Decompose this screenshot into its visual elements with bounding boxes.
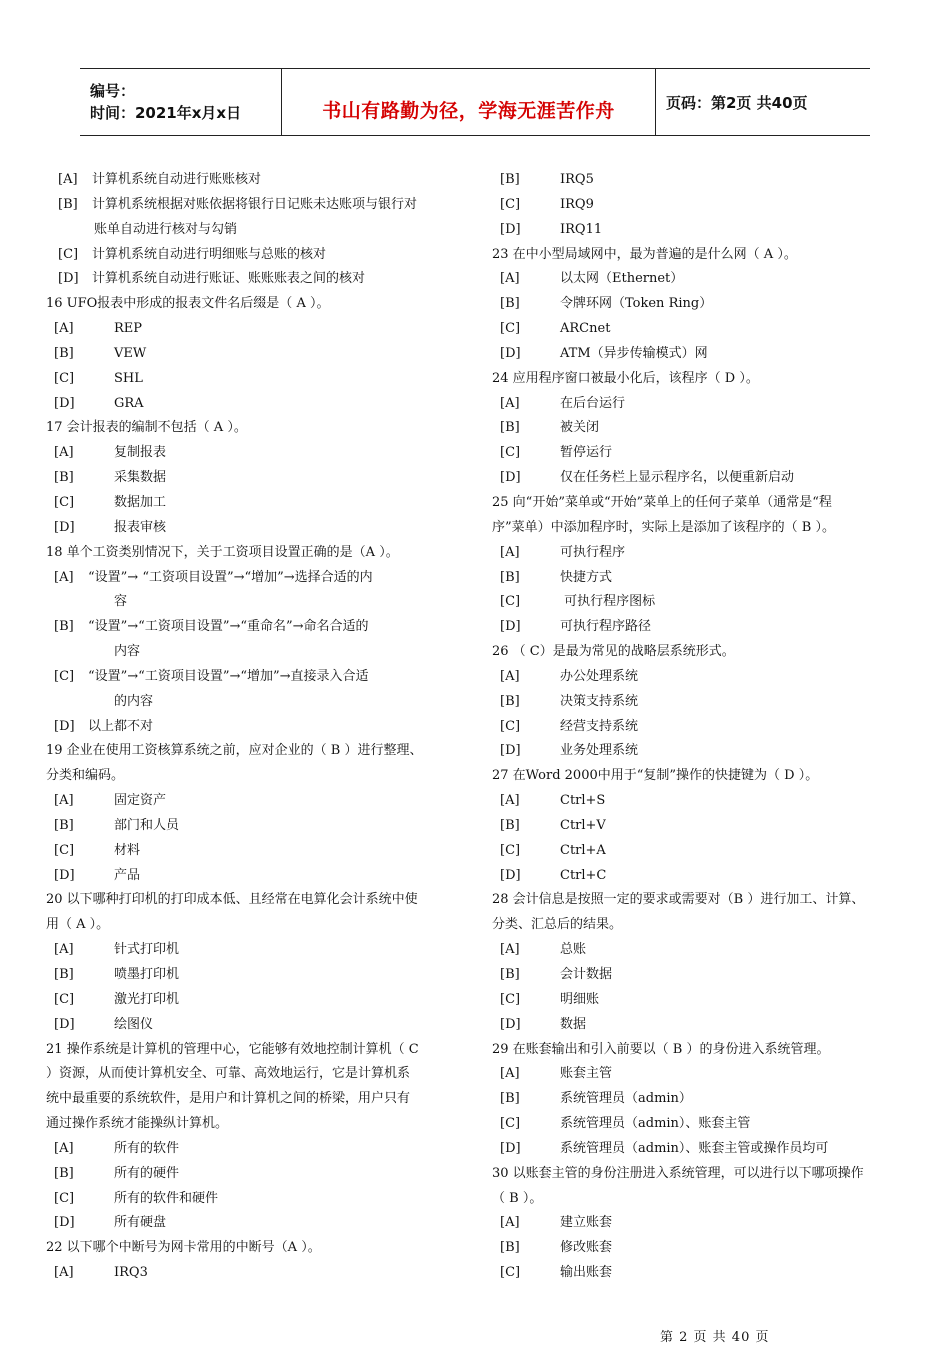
question-line <box>492 367 912 392</box>
option-letter: [B] <box>500 693 520 709</box>
option-letter: [B] <box>54 817 74 833</box>
line-text: Ctrl+C <box>560 867 607 883</box>
option-letter: [B] <box>58 196 78 212</box>
doc-number-label: 编号： <box>90 82 136 100</box>
option-letter: [B] <box>500 1240 520 1256</box>
option-letter: [C] <box>58 246 79 262</box>
line-text: 在后台运行 <box>560 395 626 411</box>
continuation-line <box>46 690 458 715</box>
option-line <box>492 988 912 1013</box>
line-text: Ctrl+V <box>560 817 606 833</box>
option-letter: [D] <box>500 1016 521 1032</box>
line-text: IRQ5 <box>560 172 594 187</box>
line-text: 28 会计信息是按照一定的要求或需要对（B ）进行加工、计算、 <box>492 892 865 908</box>
option-line <box>492 690 912 715</box>
option-line <box>46 1137 458 1162</box>
line-text: 19 企业在使用工资核算系统之前，应对企业的（ B ）进行整理、 <box>46 743 423 759</box>
continuation-line <box>46 590 458 615</box>
question-line <box>46 1236 458 1261</box>
option-letter: [B] <box>500 967 520 982</box>
line-text: 18 单个工资类别情况下，关于工资项目设置正确的是（A ）。 <box>46 544 399 560</box>
option-letter: [D] <box>58 271 79 287</box>
option-line <box>492 441 912 466</box>
option-letter: [B] <box>500 1091 520 1107</box>
line-text: 账套主管 <box>560 1066 613 1082</box>
option-letter: [D] <box>54 395 75 411</box>
option-line <box>46 491 458 516</box>
option-letter: [A] <box>54 321 74 337</box>
line-text: 计算机系统自动进行账证、账账账表之间的核对 <box>92 271 366 287</box>
line-text: 仅在任务栏上显示程序名，以便重新启动 <box>560 470 795 486</box>
line-text: 办公处理系统 <box>560 668 639 684</box>
line-text: IRQ11 <box>560 221 603 237</box>
option-letter: [B] <box>500 420 520 436</box>
line-text: “设置”→“工资项目设置”→“重命名”→命名合适的 <box>88 619 369 635</box>
option-line <box>492 1112 912 1137</box>
line-text: 系统管理员（admin）、账套主管或操作员均可 <box>560 1140 829 1156</box>
option-line <box>46 988 458 1013</box>
option-line <box>492 342 912 367</box>
option-line <box>492 590 912 615</box>
line-text: IRQ9 <box>560 196 594 212</box>
option-letter: [C] <box>500 1265 521 1281</box>
option-line <box>492 168 912 193</box>
line-text: SHL <box>114 370 143 386</box>
option-letter: [D] <box>54 867 75 883</box>
option-letter: [B] <box>54 967 74 982</box>
option-line <box>492 1261 912 1286</box>
line-text: 27 在Word 2000中用于“复制”操作的快捷键为（ D ）。 <box>492 768 819 784</box>
question-line <box>46 739 458 764</box>
option-letter: [C] <box>500 196 521 212</box>
option-line <box>492 466 912 491</box>
option-letter: [C] <box>500 321 521 337</box>
line-text: 采集数据 <box>114 470 167 486</box>
line-text: 系统管理员（admin） <box>560 1091 692 1107</box>
question-line <box>492 516 912 541</box>
question-line <box>492 640 912 665</box>
option-letter: [D] <box>500 1140 521 1156</box>
option-line <box>46 516 458 541</box>
question-line <box>492 1038 912 1063</box>
line-text: 的内容 <box>114 693 154 709</box>
left-column <box>46 168 458 1286</box>
line-text: 22 以下哪个中断号为网卡常用的中断号（A ）。 <box>46 1240 321 1256</box>
line-text: 统中最重要的系统软件，是用户和计算机之间的桥梁，用户只有 <box>46 1091 411 1107</box>
option-letter: [A] <box>500 395 520 411</box>
line-text: 计算机系统自动进行账账核对 <box>92 172 262 187</box>
line-text: 复制报表 <box>114 445 167 461</box>
option-letter: [C] <box>500 594 521 610</box>
option-line <box>492 1137 912 1162</box>
option-line <box>46 938 458 963</box>
line-text: 输出账套 <box>560 1265 613 1281</box>
line-text: 可执行程序 <box>560 544 626 560</box>
option-line <box>492 814 912 839</box>
option-letter: [D] <box>500 743 521 759</box>
option-line <box>492 392 912 417</box>
line-text: 以上都不对 <box>88 718 154 734</box>
option-letter: [B] <box>500 569 520 585</box>
line-text: 材料 <box>114 842 141 858</box>
option-line <box>492 218 912 243</box>
option-letter: [B] <box>54 345 74 361</box>
option-line <box>492 416 912 441</box>
line-text: 用（ A ）。 <box>46 917 110 933</box>
question-line <box>46 292 458 317</box>
option-line <box>492 541 912 566</box>
line-text: 25 向“开始”菜单或“开始”菜单上的任何子菜单（通常是“程 <box>492 494 832 510</box>
option-letter: [A] <box>54 445 74 461</box>
option-letter: [B] <box>500 296 520 312</box>
option-line <box>492 715 912 740</box>
line-text: 计算机系统根据对账依据将银行日记账未达账项与银行对 <box>92 196 418 212</box>
option-line <box>46 789 458 814</box>
question-line <box>46 416 458 441</box>
line-text: 所有的硬件 <box>114 1165 180 1181</box>
line-text: 数据加工 <box>114 494 167 510</box>
option-line <box>492 963 912 988</box>
line-text: 被关闭 <box>560 420 600 436</box>
option-line <box>46 267 458 292</box>
option-line <box>46 1013 458 1038</box>
option-letter: [C] <box>54 494 75 510</box>
option-line <box>492 317 912 342</box>
option-line <box>492 267 912 292</box>
line-text: 数据 <box>560 1016 587 1032</box>
option-line <box>492 1013 912 1038</box>
line-text: 会计数据 <box>560 967 613 982</box>
question-line <box>46 1062 458 1087</box>
line-text: ）资源，从而使计算机安全、可靠、高效地运行，它是计算机系 <box>46 1066 411 1082</box>
option-line <box>492 566 912 591</box>
option-line <box>492 1236 912 1261</box>
option-letter: [D] <box>54 519 75 535</box>
option-line <box>492 839 912 864</box>
line-text: 可执行程序图标 <box>560 594 656 610</box>
right-column <box>492 168 912 1286</box>
line-text: 23 在中小型局域网中，最为普遍的是什么网（ A ）。 <box>492 246 797 262</box>
line-text: 通过操作系统才能操纵计算机。 <box>46 1116 229 1132</box>
option-line <box>46 1187 458 1212</box>
option-line <box>46 168 458 193</box>
line-text: 业务处理系统 <box>560 743 639 759</box>
question-line <box>492 491 912 516</box>
line-text: REP <box>114 321 143 337</box>
page-header <box>80 68 870 136</box>
option-line <box>46 864 458 889</box>
option-letter: [A] <box>54 569 74 585</box>
option-line <box>46 1211 458 1236</box>
option-line <box>46 243 458 268</box>
line-text: ATM（异步传输模式）网 <box>560 345 708 361</box>
option-line <box>492 938 912 963</box>
continuation-line <box>46 218 458 243</box>
option-letter: [A] <box>500 668 520 684</box>
option-line <box>46 715 458 740</box>
line-text: 明细账 <box>560 991 600 1007</box>
option-letter: [B] <box>54 1165 74 1181</box>
line-text: ARCnet <box>560 321 611 337</box>
date-label: 时间：2021年x月x日 <box>90 104 242 122</box>
line-text: 建立账套 <box>560 1215 613 1231</box>
option-letter: [C] <box>54 1190 75 1206</box>
option-line <box>46 963 458 988</box>
line-text: 修改账套 <box>560 1240 613 1256</box>
line-text: 29 在账套输出和引入前要以（ B ）的身份进入系统管理。 <box>492 1041 830 1057</box>
line-text: 可执行程序路径 <box>560 619 652 635</box>
line-text: 针式打印机 <box>114 942 180 958</box>
line-text: 容 <box>114 594 128 610</box>
option-line <box>46 566 458 591</box>
option-line <box>492 665 912 690</box>
question-line <box>492 1162 912 1187</box>
option-line <box>46 367 458 392</box>
option-letter: [A] <box>54 942 74 958</box>
option-letter: [D] <box>54 1016 75 1032</box>
option-line <box>46 839 458 864</box>
option-line <box>46 1162 458 1187</box>
option-line <box>492 739 912 764</box>
option-letter: [A] <box>58 172 78 187</box>
line-text: 快捷方式 <box>560 569 613 585</box>
motto: 书山有路勤为径，学海无涯苦作舟 <box>322 99 615 122</box>
page-footer: 第 2 页 共 40 页 <box>660 1330 770 1345</box>
option-line <box>46 665 458 690</box>
option-line <box>492 1062 912 1087</box>
line-text: 总账 <box>560 942 587 958</box>
option-letter: [A] <box>54 1140 74 1156</box>
line-text: 内容 <box>114 644 141 660</box>
option-line <box>492 615 912 640</box>
line-text: 所有的软件 <box>114 1140 180 1156</box>
line-text: 26 （ C）是最为常见的战略层系统形式。 <box>492 644 735 660</box>
line-text: （ B ）。 <box>492 1190 543 1206</box>
option-letter: [A] <box>54 1265 74 1281</box>
option-letter: [A] <box>500 1215 520 1231</box>
option-letter: [B] <box>54 470 74 486</box>
line-text: 序”菜单）中添加程序时，实际上是添加了该程序的（ B ）。 <box>492 519 835 535</box>
option-letter: [A] <box>500 544 520 560</box>
question-line <box>46 764 458 789</box>
line-text: “设置”→“工资项目设置”→“增加”→直接录入合适 <box>88 668 369 684</box>
line-text: IRQ3 <box>114 1265 148 1281</box>
option-line <box>492 193 912 218</box>
option-line <box>46 441 458 466</box>
option-letter: [D] <box>500 867 521 883</box>
line-text: 系统管理员（admin）、账套主管 <box>560 1116 751 1132</box>
option-line <box>46 466 458 491</box>
line-text: 分类和编码。 <box>46 768 125 784</box>
line-text: 决策支持系统 <box>560 693 639 709</box>
header-page-cell <box>656 69 870 135</box>
option-line <box>46 615 458 640</box>
question-line <box>492 913 912 938</box>
option-letter: [C] <box>54 842 75 858</box>
line-text: 24 应用程序窗口被最小化后，该程序（ D ）。 <box>492 370 759 386</box>
question-line <box>46 888 458 913</box>
line-text: 令牌环网（Token Ring） <box>560 296 713 312</box>
line-text: 所有的软件和硬件 <box>114 1190 219 1206</box>
option-letter: [D] <box>500 345 521 361</box>
line-text: 产品 <box>114 867 141 883</box>
line-text: “设置”→ “工资项目设置”→“增加”→选择合适的内 <box>88 569 373 585</box>
line-text: 喷墨打印机 <box>114 967 180 982</box>
option-letter: [A] <box>500 942 520 958</box>
option-letter: [C] <box>500 991 521 1007</box>
question-line <box>46 1038 458 1063</box>
option-line <box>492 1087 912 1112</box>
header-meta <box>80 69 282 135</box>
option-letter: [D] <box>54 1215 75 1231</box>
option-line <box>492 1211 912 1236</box>
option-letter: [A] <box>500 1066 520 1082</box>
option-line <box>46 317 458 342</box>
option-line <box>46 1261 458 1286</box>
option-letter: [B] <box>54 619 74 635</box>
option-letter: [D] <box>500 470 521 486</box>
option-line <box>46 342 458 367</box>
line-text: Ctrl+S <box>560 793 606 809</box>
line-text: GRA <box>114 395 144 411</box>
line-text: 30 以账套主管的身份注册进入系统管理，可以进行以下哪项操作 <box>492 1165 864 1181</box>
question-line <box>492 243 912 268</box>
option-letter: [C] <box>500 842 521 858</box>
line-text: 固定资产 <box>114 793 167 809</box>
option-line <box>46 814 458 839</box>
line-text: 激光打印机 <box>114 991 180 1007</box>
option-letter: [C] <box>500 445 521 461</box>
option-letter: [B] <box>500 172 520 187</box>
option-letter: [B] <box>500 817 520 833</box>
option-letter: [A] <box>500 793 520 809</box>
option-letter: [D] <box>54 718 75 734</box>
option-line <box>46 392 458 417</box>
line-text: 经营支持系统 <box>560 718 639 734</box>
line-text: 17 会计报表的编制不包括（ A ）。 <box>46 420 247 436</box>
line-text: 20 以下哪种打印机的打印成本低、且经常在电算化会计系统中使 <box>46 892 418 908</box>
option-line <box>492 292 912 317</box>
question-line <box>46 1087 458 1112</box>
line-text: 计算机系统自动进行明细账与总账的核对 <box>92 246 327 262</box>
option-letter: [A] <box>54 793 74 809</box>
option-letter: [D] <box>500 619 521 635</box>
question-line <box>492 888 912 913</box>
option-letter: [C] <box>54 668 75 684</box>
continuation-line <box>46 640 458 665</box>
question-line <box>46 541 458 566</box>
question-line <box>492 764 912 789</box>
line-text: 所有硬盘 <box>114 1215 167 1231</box>
line-text: 绘图仪 <box>114 1016 154 1032</box>
option-letter: [D] <box>500 221 521 237</box>
line-text: 21 操作系统是计算机的管理中心，它能够有效地控制计算机（ C <box>46 1041 419 1057</box>
line-text: Ctrl+A <box>560 842 606 858</box>
question-line <box>46 913 458 938</box>
option-letter: [C] <box>54 991 75 1007</box>
page-number-label: 页码：第2页 共40页 <box>666 93 808 112</box>
option-line <box>46 193 458 218</box>
option-line <box>492 864 912 889</box>
option-letter: [C] <box>500 718 521 734</box>
line-text: 部门和人员 <box>114 817 180 833</box>
header-motto-cell <box>282 69 656 135</box>
option-line <box>492 789 912 814</box>
question-line <box>492 1187 912 1212</box>
line-text: 账单自动进行核对与勾销 <box>94 221 238 237</box>
line-text: 报表审核 <box>114 519 167 535</box>
option-letter: [C] <box>500 1116 521 1132</box>
line-text: VEW <box>114 345 147 361</box>
line-text: 以太网（Ethernet） <box>560 271 684 287</box>
line-text: 暂停运行 <box>560 445 613 461</box>
line-text: 分类、汇总后的结果。 <box>492 917 623 933</box>
question-line <box>46 1112 458 1137</box>
line-text: 16 UFO报表中形成的报表文件名后缀是（ A ）。 <box>46 296 330 312</box>
option-letter: [C] <box>54 370 75 386</box>
option-letter: [A] <box>500 271 520 287</box>
